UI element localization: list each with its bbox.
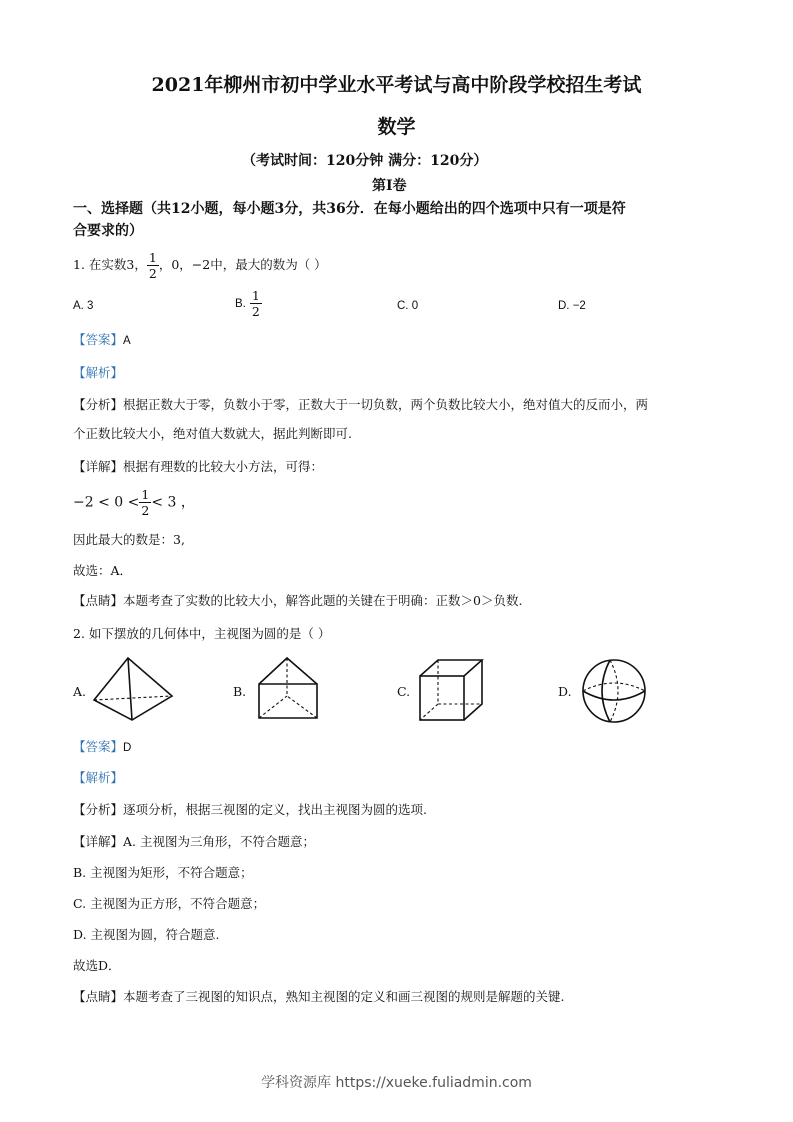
q2-choose: 故选D．: [73, 958, 121, 973]
q1-analysis-tag: 【解析】: [73, 365, 124, 380]
q1-option-a: A. 3: [73, 300, 94, 312]
q1-conclusion: 因此最大的数是：3,: [73, 532, 185, 547]
sphere-figure: [580, 657, 648, 725]
q2-option-d: D.: [558, 684, 572, 699]
section-heading-line2: 合要求的）: [73, 223, 143, 239]
q1-inequality-fraction: $\frac{1}{2}$: [141, 487, 150, 518]
q1-option-c: C. 0: [397, 300, 419, 312]
q1-stem: 1. 在实数3， $\frac{1}{2}$ ，0，−2中，最大的数为（ ）: [73, 250, 327, 281]
q2-detail-a: 【详解】A. 主视图为三角形，不符合题意；: [73, 834, 315, 849]
volume-label: 第Ⅰ卷: [372, 178, 407, 194]
q2-option-a: A.: [73, 684, 87, 699]
q1-inequality: −2 < 0 < $\frac{1}{2}$ < 3 ，: [73, 487, 195, 518]
q1-answer: 【答案】A: [73, 332, 131, 347]
q1-option-b-fraction: $\frac{1}{2}$: [251, 288, 260, 319]
q1-stem-fraction: $\frac{1}{2}$: [148, 250, 157, 281]
q2-option-c: C.: [397, 684, 411, 699]
q1-choose: 故选：A．: [73, 563, 133, 578]
q1-analysis-line2: 个正数比较大小，绝对值大数就大，据此判断即可.: [73, 426, 352, 441]
q1-option-d: D. −2: [558, 300, 586, 312]
q2-detail-b: B. 主视图为矩形，不符合题意；: [73, 865, 253, 880]
triangular-prism-figure: [255, 656, 323, 722]
q1-analysis-line1: 【分析】根据正数大于零，负数小于零，正数大于一切负数，两个负数比较大小，绝对值大的反而小，两: [73, 397, 649, 412]
q2-detail-c: C. 主视图为正方形，不符合题意；: [73, 896, 266, 911]
q1-option-b: B. $\frac{1}{2}$: [235, 288, 260, 319]
footer-watermark: 学科资源库 https://xueke.fuliadmin.com: [261, 1075, 532, 1091]
q2-answer: 【答案】D: [73, 739, 132, 754]
q2-option-b: B.: [233, 684, 247, 699]
q2-analysis-tag: 【解析】: [73, 770, 124, 785]
q1-comment: 【点睛】本题考查了实数的比较大小，解答此题的关键在于明确：正数＞0＞负数.: [73, 593, 523, 608]
cube-figure: [418, 658, 484, 722]
pyramid-figure: [92, 656, 174, 722]
q2-stem: 2. 如下摆放的几何体中，主视图为圆的是（ ）: [73, 626, 331, 641]
q2-comment: 【点睛】本题考查了三视图的知识点，熟知主视图的定义和画三视图的规则是解题的关键.: [73, 989, 565, 1004]
exam-info: （考试时间：120分钟 满分：120分）: [242, 153, 488, 169]
subject-title: 数学: [377, 116, 416, 138]
q2-analysis: 【分析】逐项分析，根据三视图的定义，找出主视图为圆的选项.: [73, 802, 427, 817]
section-heading-line1: 一、选择题（共12小题，每小题3分，共36分．在每小题给出的四个选项中只有一项是符: [73, 201, 626, 217]
q1-detail: 【详解】根据有理数的比较大小方法，可得：: [73, 459, 324, 474]
q2-detail-d: D. 主视图为圆，符合题意.: [73, 927, 220, 942]
exam-title: 2021年柳州市初中学业水平考试与高中阶段学校招生考试: [151, 74, 642, 96]
